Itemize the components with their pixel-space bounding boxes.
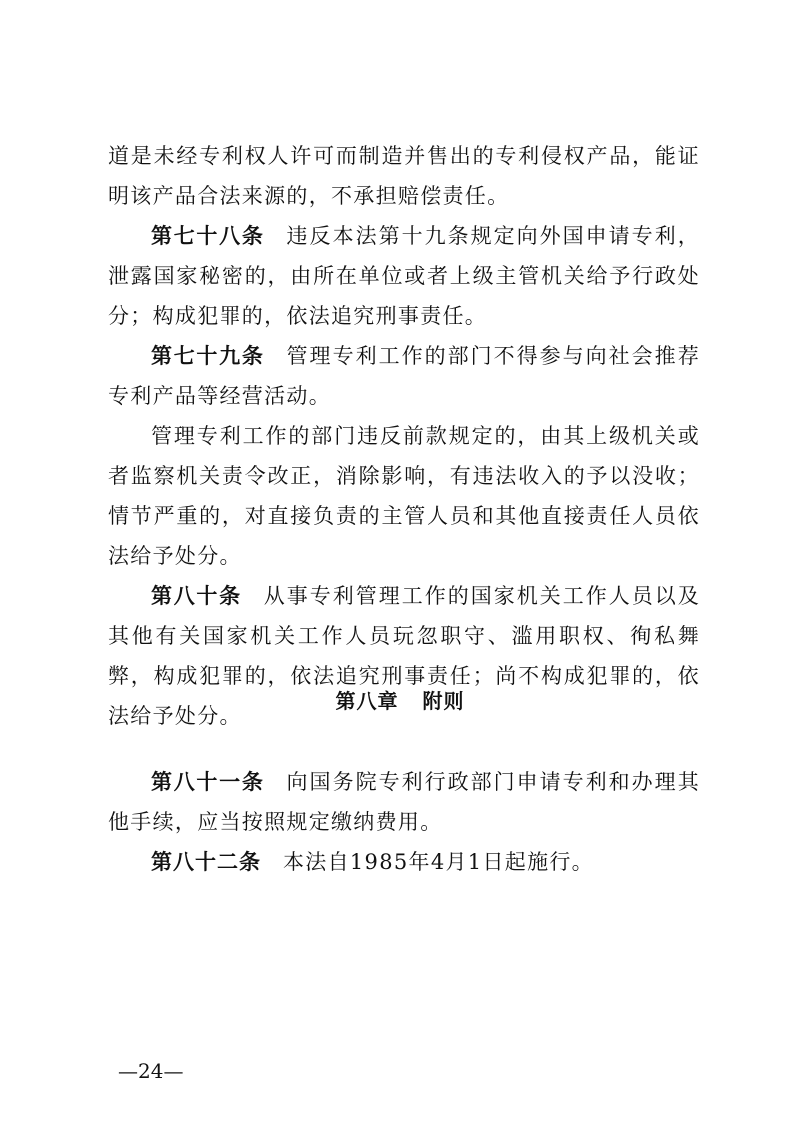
body-text-lower	[108, 762, 700, 882]
article-82	[108, 842, 700, 882]
chapter-name: 附则	[422, 689, 465, 713]
chapter-heading	[0, 686, 800, 716]
body-text-upper	[108, 136, 700, 736]
paragraph-text: 管理专利工作的部门违反前款规定的，由其上级机关或者监察机关责令改正，消除影响，有违法收入的予以没收；情节严重的，对直接负责的主管人员和其他直接责任人员依法给予处分。	[108, 424, 700, 568]
article-number: 第七十九条	[151, 344, 265, 368]
chapter-number: 第八章	[335, 689, 399, 713]
paragraph-text: 违反本法第十九条规定向外国申请专利，泄露国家秘密的，由所在单位或者上级主管机关给予行政处分；构成犯罪的，依法追究刑事责任。	[108, 224, 700, 328]
paragraph-text: 向国务院专利行政部门申请专利和办理其他手续，应当按照规定缴纳费用。	[108, 770, 700, 834]
paragraph-text: 管理专利工作的部门不得参与向社会推荐专利产品等经营活动。	[108, 344, 700, 408]
article-79	[108, 336, 700, 416]
article-78	[108, 216, 700, 336]
page-number: —24—	[118, 1059, 184, 1083]
article-number: 第八十二条	[151, 850, 261, 874]
article-number: 第七十八条	[151, 224, 265, 248]
article-number: 第八十一条	[151, 770, 265, 794]
article-79-clause-2	[108, 416, 700, 576]
paragraph-text: 道是未经专利权人许可而制造并售出的专利侵权产品，能证明该产品合法来源的，不承担赔偿责任。	[108, 144, 700, 208]
article-81	[108, 762, 700, 842]
paragraph-text: 从事专利管理工作的国家机关工作人员以及其他有关国家机关工作人员玩忽职守、滥用职权、徇私舞弊，构成犯罪的，依法追究刑事责任；尚不构成犯罪的，依法给予处分。	[108, 584, 700, 728]
article-number: 第八十条	[151, 584, 242, 608]
paragraph-continuation	[108, 136, 700, 216]
paragraph-text: 本法自1985年4月1日起施行。	[283, 850, 594, 874]
